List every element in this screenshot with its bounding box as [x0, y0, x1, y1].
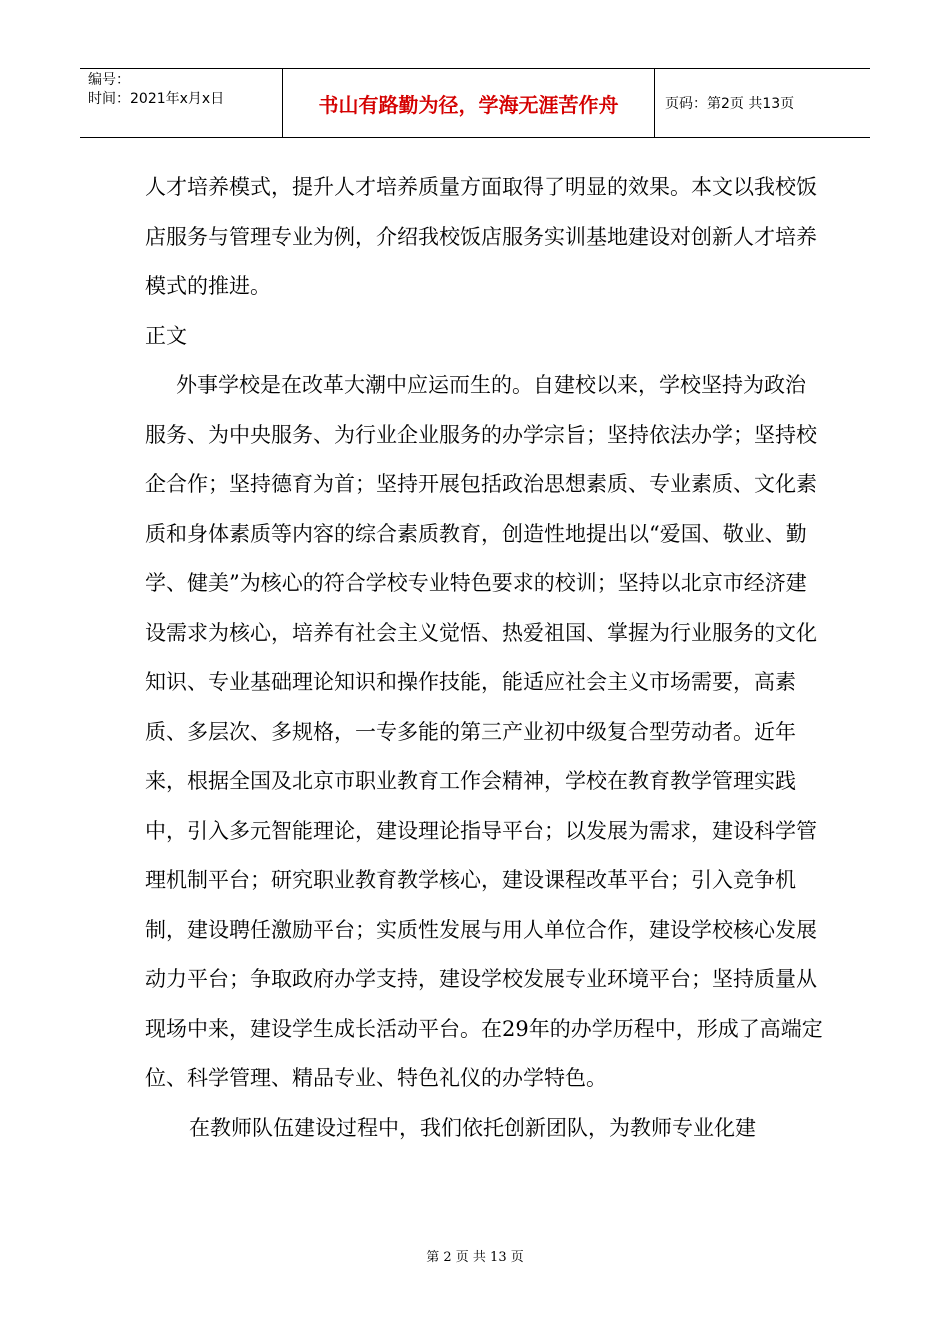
header-page-info: 页码：第2页 共13页	[665, 96, 795, 112]
document-body	[145, 163, 825, 1153]
paragraph-main: 外事学校是在改革大潮中应运而生的。自建校以来，学校坚持为政治服务、为中央服务、为行业企业服务的办学宗旨；坚持依法办学；坚持校企合作；坚持德育为首；坚持开展包括政治思想素质、专业素质、文化素质和身体素质等内容的综合素质教育，创造性地提出以“爱国、敬业、勤学、健美”为核心的符合学校专业特色要求的校训；坚持以北京市经济建设需求为核心，培养有社会主义觉悟、热爱祖国、掌握为行业服务的文化知识、专业基础理论知识和操作技能，能适应社会主义市场需要，高素质、多层次、多规格，一专多能的第三产业初中级复合型劳动者。近年来，根据全国及北京市职业教育工作会精神，学校在教育教学管理实践中，引入多元智能理论，建设理论指导平台；以发展为需求，建设科学管理机制平台；研究职业教育教学核心，建设课程改革平台；引入竞争机制，建设聘任激励平台；实质性发展与用人单位合作，建设学校核心发展动力平台；争取政府办学支持，建设学校发展专业环境平台；坚持质量从现场中来，建设学生成长活动平台。在29年的办学历程中，形成了高端定位、科学管理、精品专业、特色礼仪的办学特色。	[145, 373, 823, 1090]
page-header	[80, 68, 870, 138]
date-label: 时间：2021年x月x日	[88, 91, 225, 107]
header-meta-cell	[80, 69, 283, 137]
page-footer: 第 2 页 共 13 页	[426, 1250, 524, 1265]
paragraph-intro-end: 人才培养模式，提升人才培养质量方面取得了明显的效果。本文以我校饭店服务与管理专业为例，介绍我校饭店服务实训基地建设对创新人才培养模式的推进。	[145, 175, 817, 298]
section-heading: 正文	[145, 323, 187, 348]
serial-number-label: 编号：	[88, 72, 130, 88]
header-motto: 书山有路勤为径，学海无涯苦作舟	[283, 69, 655, 137]
paragraph-teachers: 在教师队伍建设过程中，我们依托创新团队，为教师专业化建	[189, 1115, 756, 1140]
